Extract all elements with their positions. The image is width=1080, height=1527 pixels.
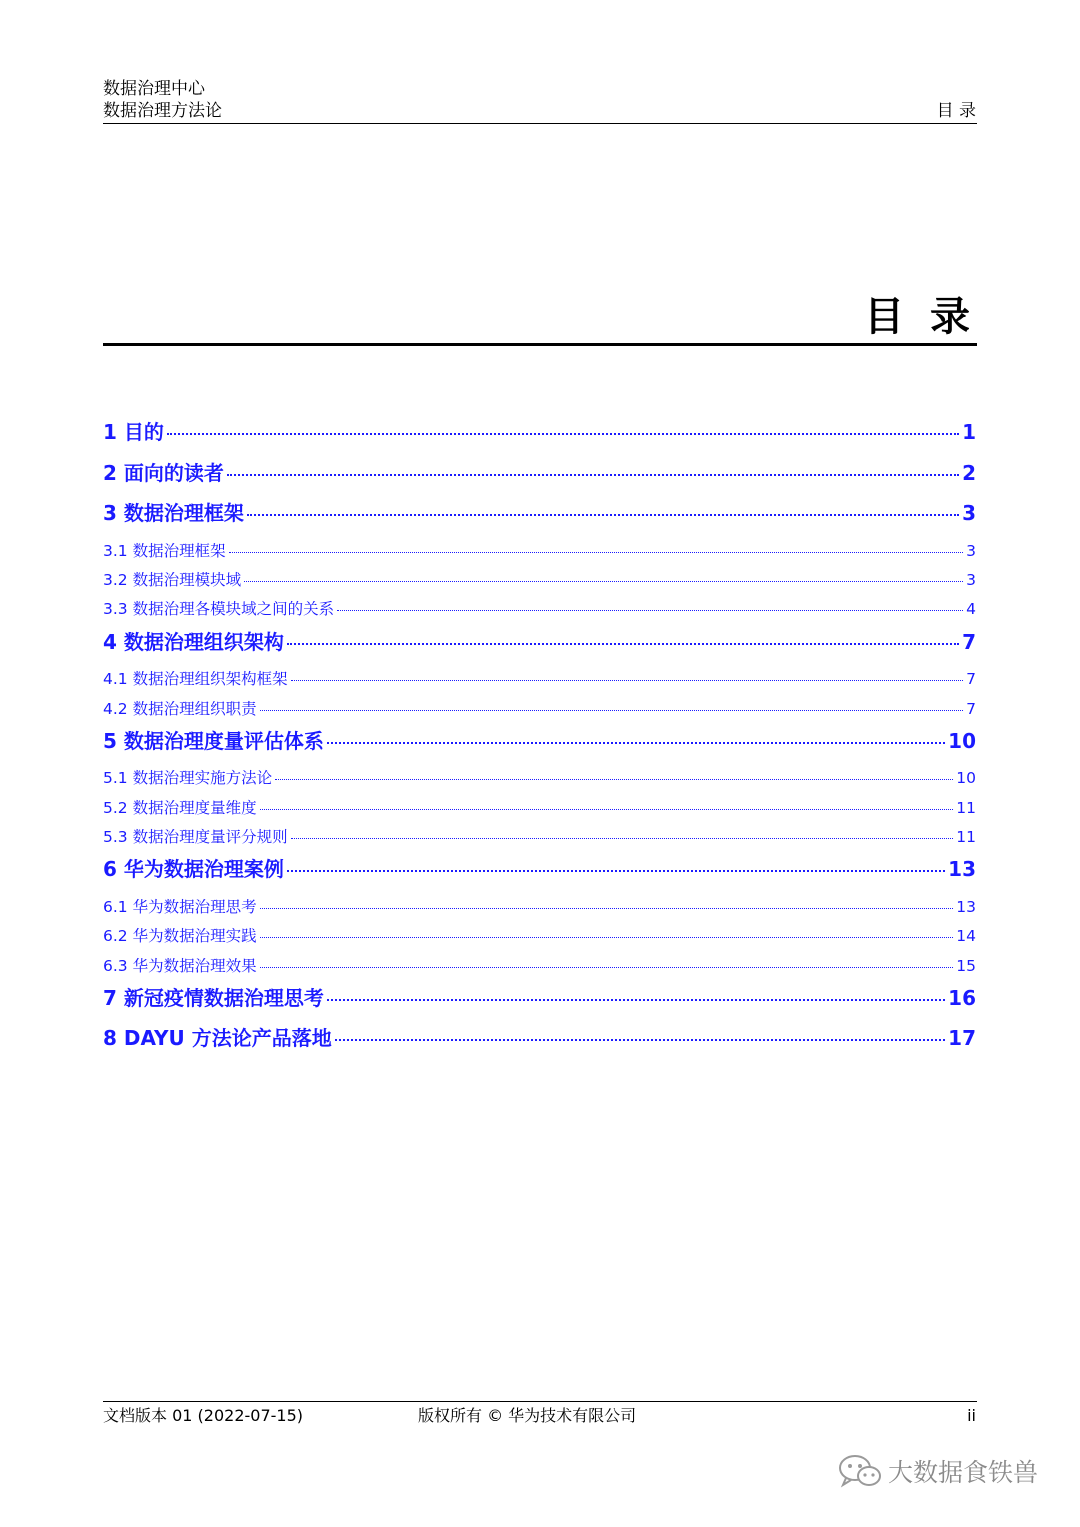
watermark-text: 大数据食铁兽 (888, 1458, 1039, 1487)
toc-dot-leader (291, 838, 954, 839)
toc-entry-title: 3.2 数据治理模块域 (103, 571, 242, 590)
toc-section-link[interactable] (103, 538, 976, 567)
toc-dot-leader (247, 514, 959, 516)
toc-entry-title: 3 数据治理框架 (103, 501, 244, 526)
footer-copyright: 版权所有 © 华为技术有限公司 (418, 1406, 637, 1425)
header-doc-title: 数据治理中心 (103, 79, 205, 99)
toc-entry-title: 3.3 数据治理各模块域之间的关系 (103, 600, 335, 619)
toc-page-number: 10 (956, 769, 976, 788)
toc-entry-title: 5.1 数据治理实施方法论 (103, 769, 273, 788)
watermark (836, 1453, 1038, 1489)
toc-page-number: 7 (962, 629, 976, 654)
toc-page-number: 16 (948, 985, 976, 1010)
toc-chapter-link[interactable] (103, 1022, 976, 1063)
toc-entry-title: 3.1 数据治理框架 (103, 541, 226, 560)
toc-section-link[interactable] (103, 567, 976, 596)
footer-version: 文档版本 01 (2022-07-15) (103, 1406, 304, 1425)
toc-entry-title: 5 数据治理度量评估体系 (103, 728, 324, 753)
toc-page-number: 3 (962, 501, 976, 526)
toc-section-link[interactable] (103, 696, 976, 725)
toc-page-number: 3 (966, 541, 976, 560)
toc-heading: 目 录 (864, 294, 976, 340)
toc-dot-leader (327, 999, 945, 1001)
toc-dot-leader (287, 870, 945, 872)
toc-chapter-link[interactable] (103, 497, 976, 538)
toc-chapter-link[interactable] (103, 457, 976, 498)
toc-dot-leader (275, 779, 953, 780)
toc-page-number: 17 (948, 1026, 976, 1051)
toc-page-number: 11 (956, 828, 976, 847)
toc-dot-leader (167, 433, 959, 435)
toc-dot-leader (287, 643, 959, 645)
toc-entry-title: 4.1 数据治理组织架构框架 (103, 670, 288, 689)
header-doc-subtitle: 数据治理方法论 (103, 101, 222, 121)
toc-entry-title: 6.2 华为数据治理实践 (103, 927, 257, 946)
toc-page-number: 13 (956, 897, 976, 916)
toc-entry-title: 5.3 数据治理度量评分规则 (103, 828, 288, 847)
toc-entry-title: 2 面向的读者 (103, 460, 224, 485)
toc-section-link[interactable] (103, 666, 976, 695)
toc-dot-leader (327, 742, 945, 744)
toc-entry-title: 4 数据治理组织架构 (103, 629, 284, 654)
toc-dot-leader (337, 610, 963, 611)
toc-dot-leader (260, 908, 954, 909)
toc-page-number: 7 (966, 670, 976, 689)
toc-dot-leader (260, 809, 954, 810)
toc-page-number: 2 (962, 460, 976, 485)
toc-entry-title: 6.1 华为数据治理思考 (103, 897, 257, 916)
toc-section-link[interactable] (103, 765, 976, 794)
toc-entry-title: 4.2 数据治理组织职责 (103, 699, 257, 718)
footer-divider (103, 1401, 977, 1402)
toc-page-number: 13 (948, 857, 976, 882)
toc-chapter-link[interactable] (103, 725, 976, 766)
header-section-label: 目 录 (936, 101, 976, 121)
toc-page-number: 4 (966, 600, 976, 619)
toc-section-link[interactable] (103, 894, 976, 923)
toc-entry-title: 8 DAYU 方法论产品落地 (103, 1026, 332, 1051)
toc-section-link[interactable] (103, 795, 976, 824)
toc-page-number: 11 (956, 798, 976, 817)
toc-dot-leader (260, 710, 964, 711)
toc-entry-title: 7 新冠疫情数据治理思考 (103, 985, 324, 1010)
toc-dot-leader (335, 1039, 945, 1041)
toc-page-number: 7 (966, 699, 976, 718)
toc-chapter-link[interactable] (103, 626, 976, 667)
toc-dot-leader (229, 552, 964, 553)
toc-entry-title: 1 目的 (103, 420, 164, 444)
wechat-icon (836, 1453, 884, 1489)
toc-entry-title: 5.2 数据治理度量维度 (103, 798, 257, 817)
toc-page-number: 14 (956, 927, 976, 946)
toc-section-link[interactable] (103, 824, 976, 853)
toc-dot-leader (291, 680, 964, 681)
toc-section-link[interactable] (103, 923, 976, 952)
toc-page-number: 1 (962, 420, 976, 444)
table-of-contents (103, 416, 976, 1063)
toc-chapter-link[interactable] (103, 853, 976, 894)
toc-page-number: 3 (966, 571, 976, 590)
toc-dot-leader (244, 581, 963, 582)
toc-dot-leader (260, 937, 954, 938)
toc-page-number: 10 (948, 728, 976, 753)
running-header (103, 78, 222, 122)
header-divider (103, 123, 977, 124)
toc-chapter-link[interactable] (103, 982, 976, 1023)
toc-section-link[interactable] (103, 596, 976, 625)
toc-page-number: 15 (956, 956, 976, 975)
toc-section-link[interactable] (103, 953, 976, 982)
toc-entry-title: 6 华为数据治理案例 (103, 857, 284, 882)
toc-dot-leader (260, 967, 954, 968)
toc-dot-leader (227, 474, 959, 476)
footer-page-number: ii (967, 1406, 976, 1425)
toc-chapter-link[interactable] (103, 416, 976, 457)
toc-heading-divider (103, 343, 977, 346)
toc-entry-title: 6.3 华为数据治理效果 (103, 956, 257, 975)
